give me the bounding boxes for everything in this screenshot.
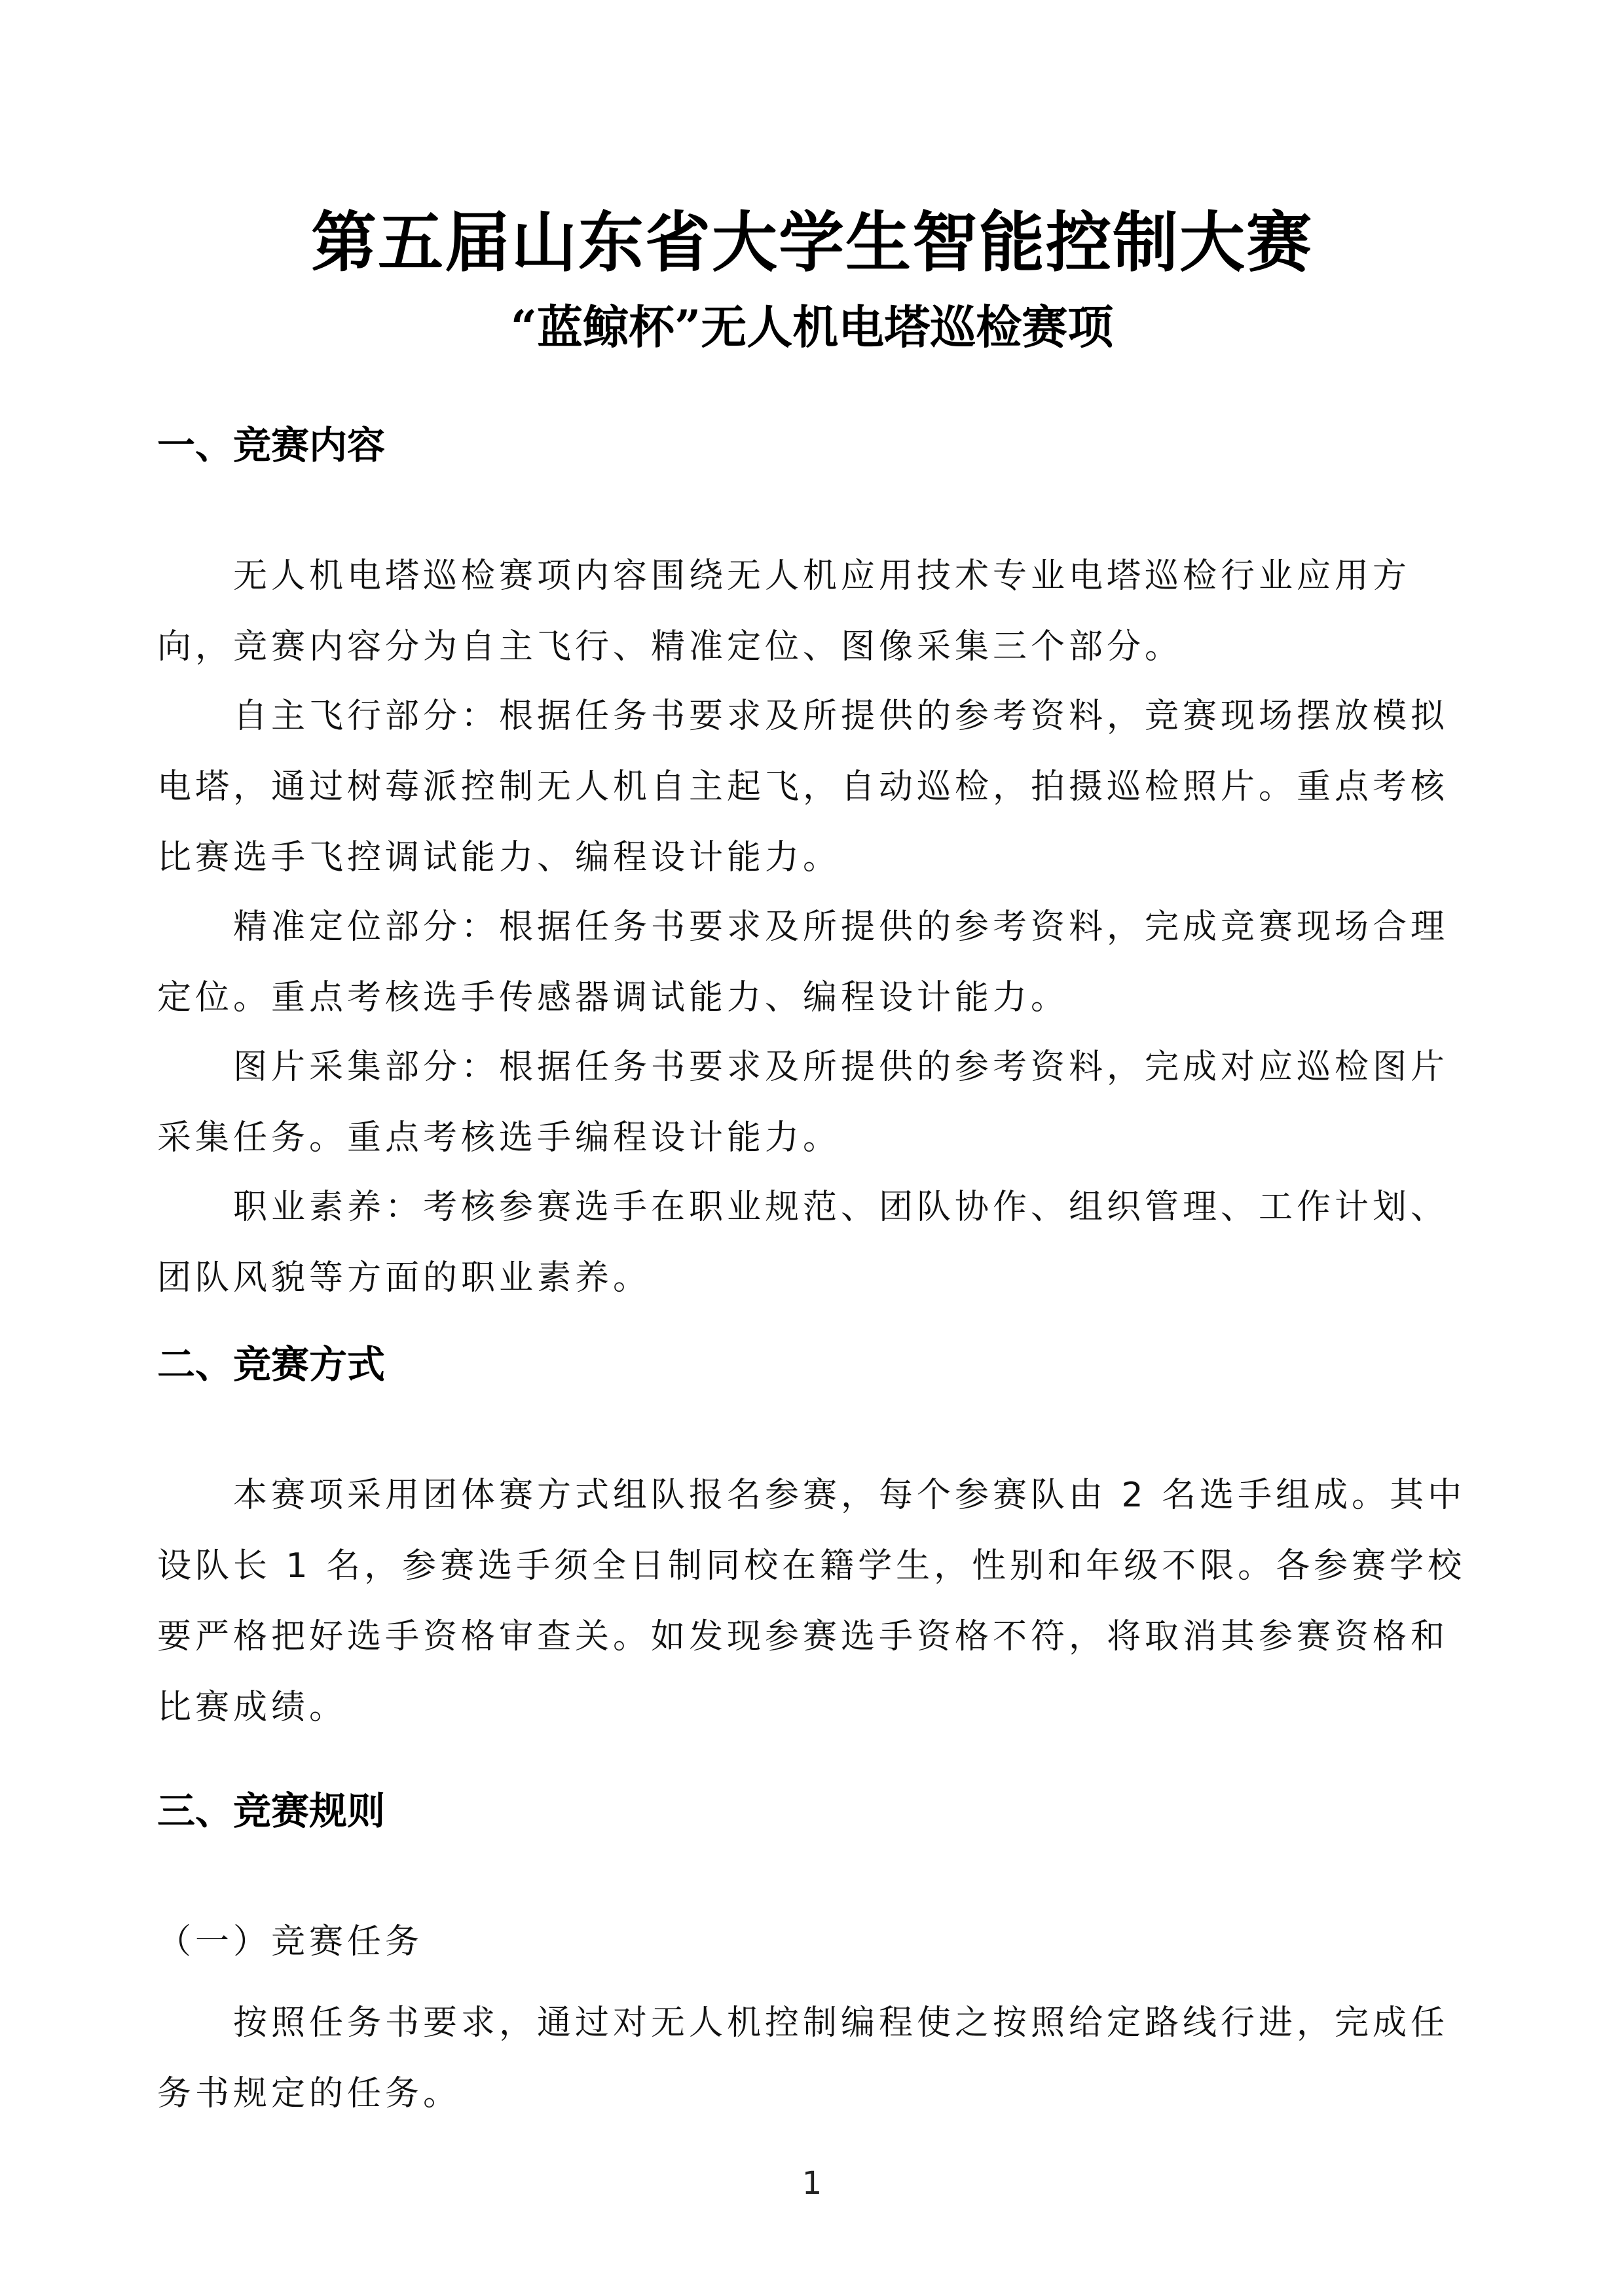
- subheading-task: （一）竞赛任务: [157, 1922, 424, 1961]
- paragraph-team-format: 本赛项采用团体赛方式组队报名参赛，每个参赛队由 2 名选手组成。其中设队长 1 名，参赛选手须全日制同校在籍学生，性别和年级不限。各参赛学校要严格把好选手资格审查关。如发现参赛选手资格不符，将取消其参赛资格和比赛成绩。: [157, 1476, 1466, 1727]
- section-heading-rules: 三、竞赛规则: [157, 1789, 386, 1833]
- paragraph-precise-positioning: 精准定位部分：根据任务书要求及所提供的参考资料，完成竞赛现场合理定位。重点考核选手传感器调试能力、编程设计能力。: [157, 907, 1449, 1017]
- page-number: 1: [802, 2165, 822, 2202]
- paragraph-task: 按照任务书要求，通过对无人机控制编程使之按照给定路线行进，完成任务书规定的任务。: [157, 2003, 1449, 2113]
- paragraph-professionalism: 职业素养：考核参赛选手在职业规范、团队协作、组织管理、工作计划、团队风貌等方面的职业素养。: [157, 1188, 1449, 1298]
- document-title: 第五届山东省大学生智能控制大赛: [311, 204, 1313, 281]
- paragraph-image-collection: 图片采集部分：根据任务书要求及所提供的参考资料，完成对应巡检图片采集任务。重点考核选手编程设计能力。: [157, 1048, 1449, 1157]
- section-heading-content: 一、竞赛内容: [157, 423, 386, 467]
- paragraph-intro: 无人机电塔巡检赛项内容围绕无人机应用技术专业电塔巡检行业应用方向，竞赛内容分为自主飞行、精准定位、图像采集三个部分。: [157, 556, 1411, 666]
- paragraph-autonomous-flight: 自主飞行部分：根据任务书要求及所提供的参考资料，竞赛现场摆放模拟电塔，通过树莓派控制无人机自主起飞，自动巡检，拍摄巡检照片。重点考核比赛选手飞控调试能力、编程设计能力。: [157, 697, 1449, 877]
- section-heading-method: 二、竞赛方式: [157, 1342, 386, 1387]
- document-subtitle: “蓝鲸杯”无人机电塔巡检赛项: [510, 300, 1114, 354]
